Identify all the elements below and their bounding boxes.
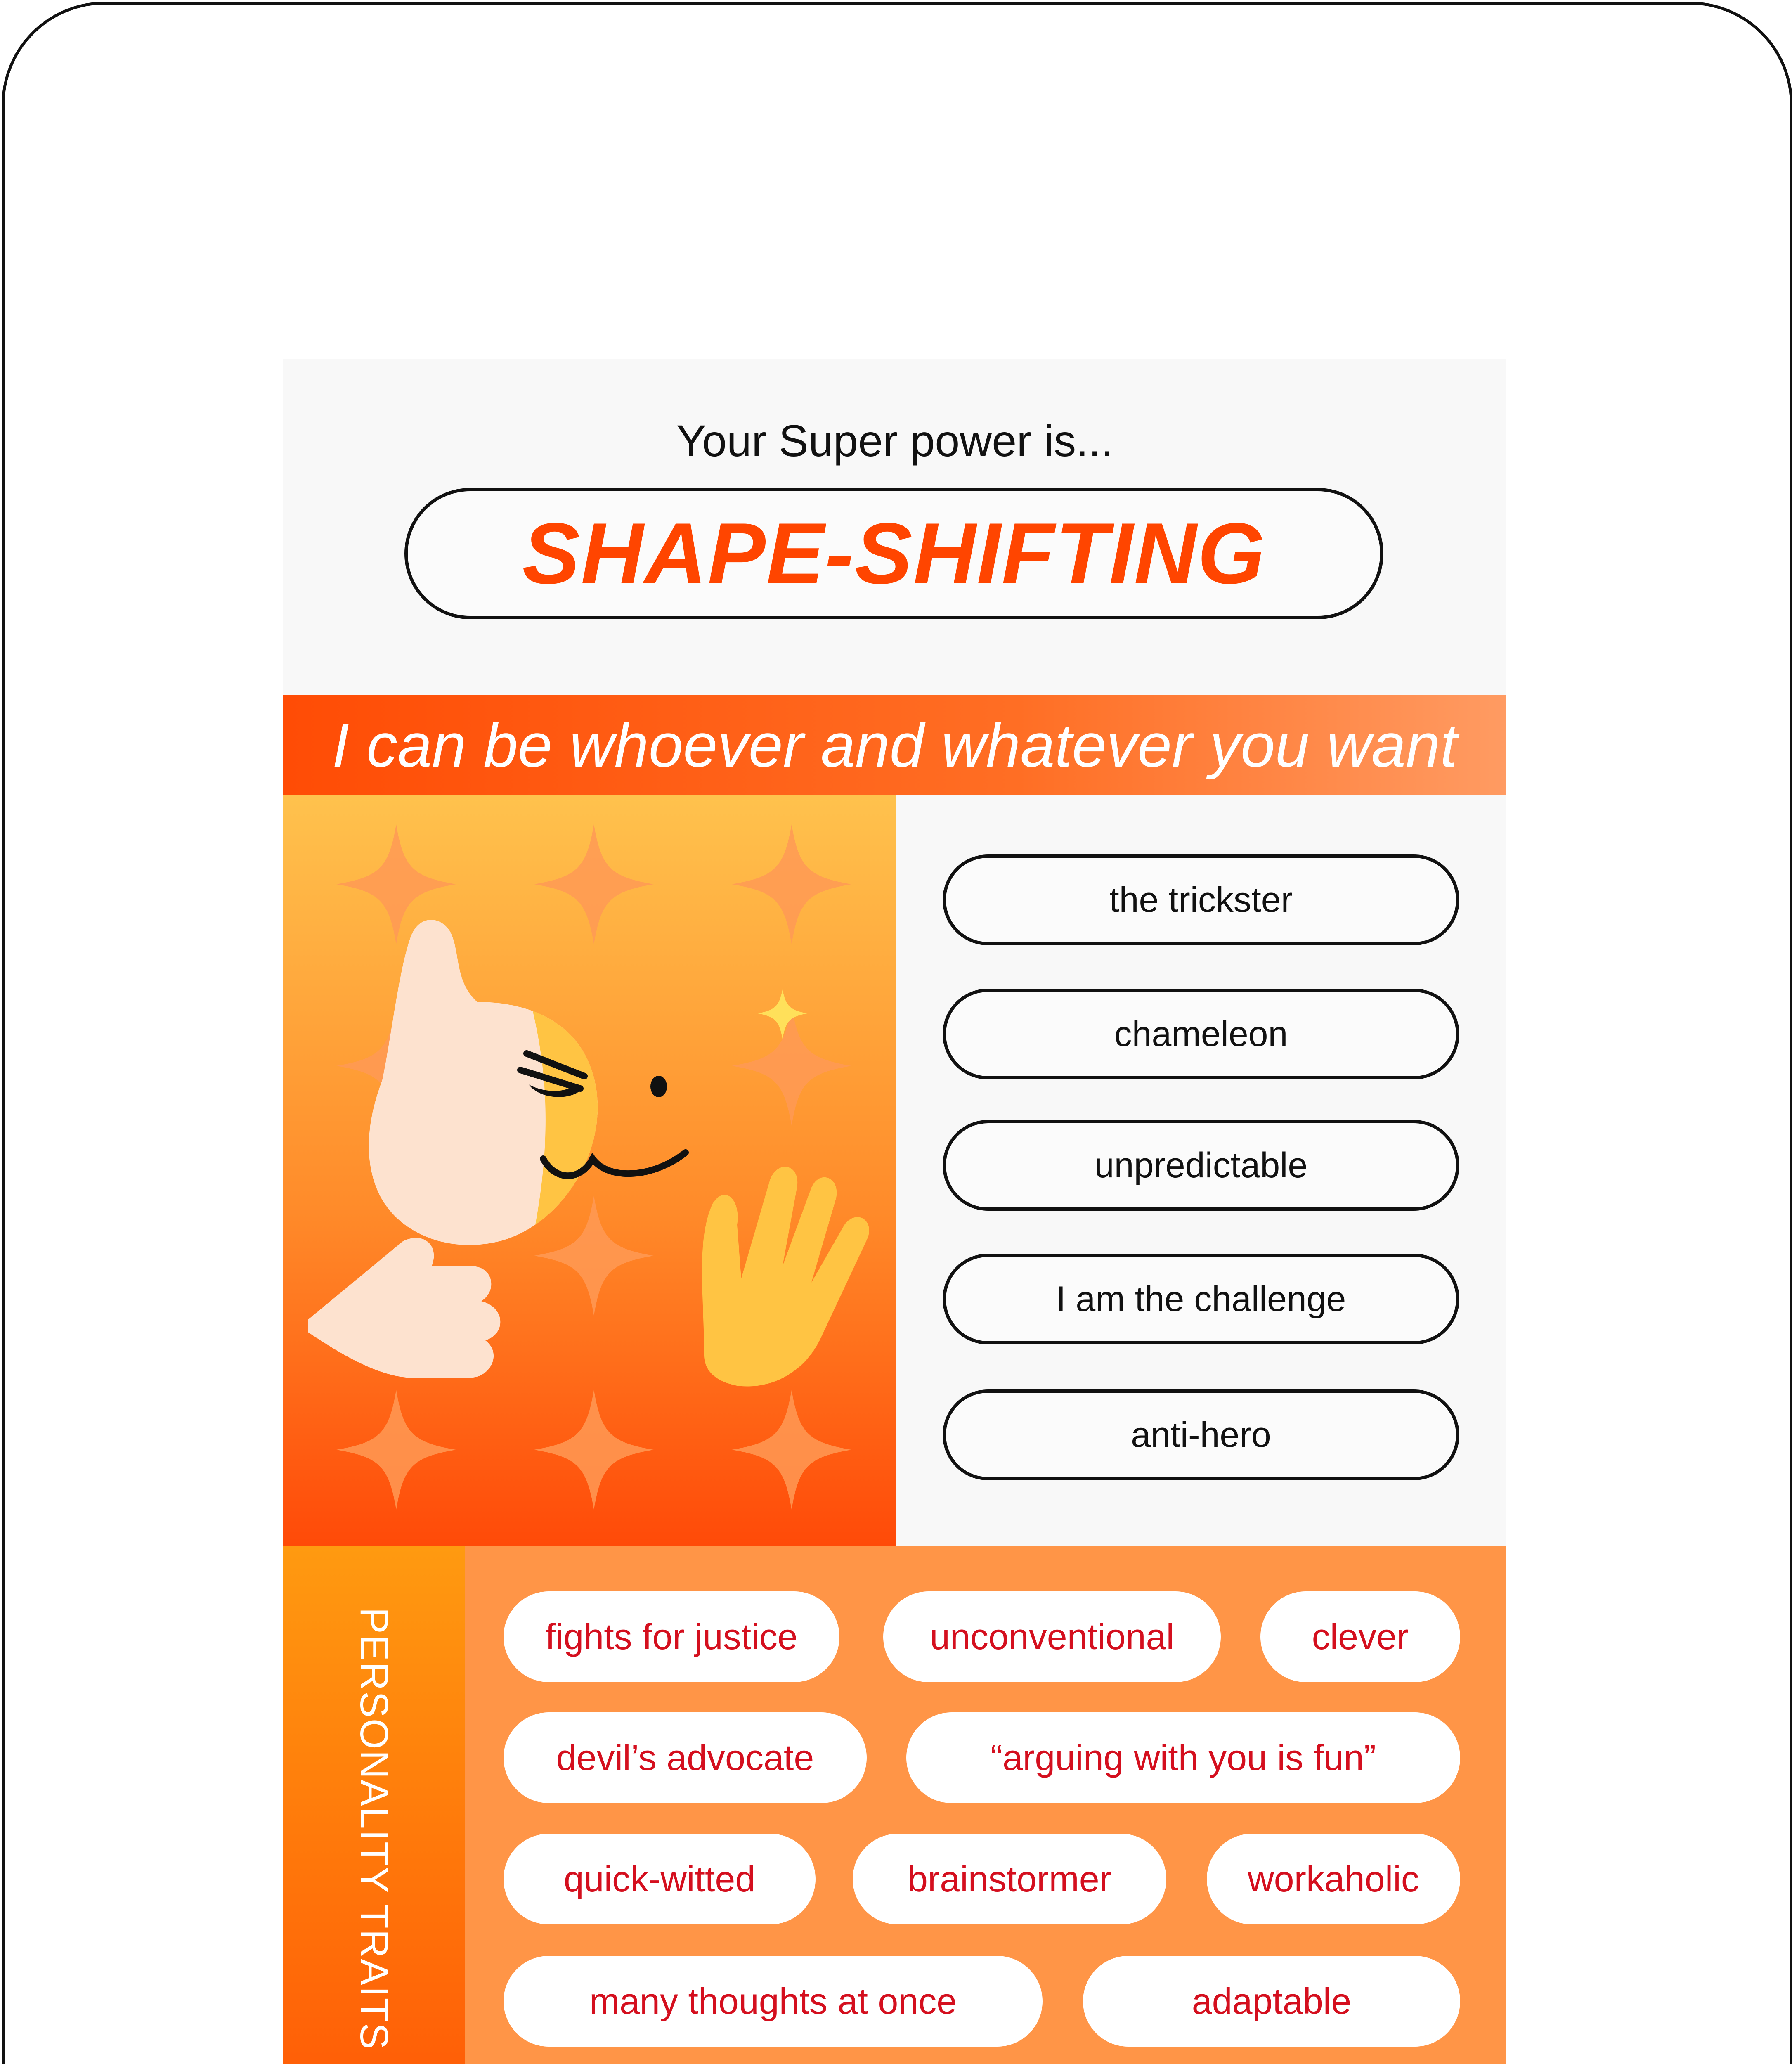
role-item: chameleon: [943, 989, 1459, 1079]
shapeshifter-illustration: [283, 795, 896, 1546]
trait-tag: “arguing with you is fun”: [906, 1712, 1460, 1803]
trait-tag: devil’s advocate: [504, 1712, 867, 1803]
trait-tag: adaptable: [1083, 1956, 1460, 2047]
superpower-card: [283, 359, 1506, 2064]
sparkle-icon: [758, 989, 807, 1039]
roles-list: [896, 795, 1506, 1546]
role-item: the trickster: [943, 854, 1459, 945]
role-item: unpredictable: [943, 1120, 1459, 1211]
trait-tag: fights for justice: [504, 1591, 839, 1682]
hand-left-icon: [308, 1238, 500, 1378]
illustration-panel: [283, 795, 896, 1546]
traits-sidebar: [283, 1546, 465, 2064]
trait-tag: clever: [1260, 1591, 1460, 1682]
trait-tag: many thoughts at once: [504, 1956, 1043, 2047]
power-name: SHAPE-SHIFTING: [522, 505, 1266, 602]
trait-tag: workaholic: [1207, 1834, 1460, 1924]
hand-right-icon: [702, 1167, 869, 1387]
shapeshifter-face: [345, 899, 655, 1270]
trait-tag: quick-witted: [504, 1834, 816, 1924]
power-name-badge: [404, 488, 1383, 619]
tagline: I can be whoever and whatever you want: [332, 710, 1458, 780]
role-item: anti-hero: [943, 1389, 1459, 1480]
intro-text: Your Super power is...: [676, 416, 1113, 466]
trait-tag: unconventional: [883, 1591, 1221, 1682]
traits-title: PERSONALITY TRAITS: [352, 1607, 396, 2050]
personality-traits-section: [283, 1546, 1506, 2064]
tagline-banner: [283, 695, 1506, 795]
role-item: I am the challenge: [943, 1254, 1459, 1344]
trait-tag: brainstormer: [853, 1834, 1166, 1924]
